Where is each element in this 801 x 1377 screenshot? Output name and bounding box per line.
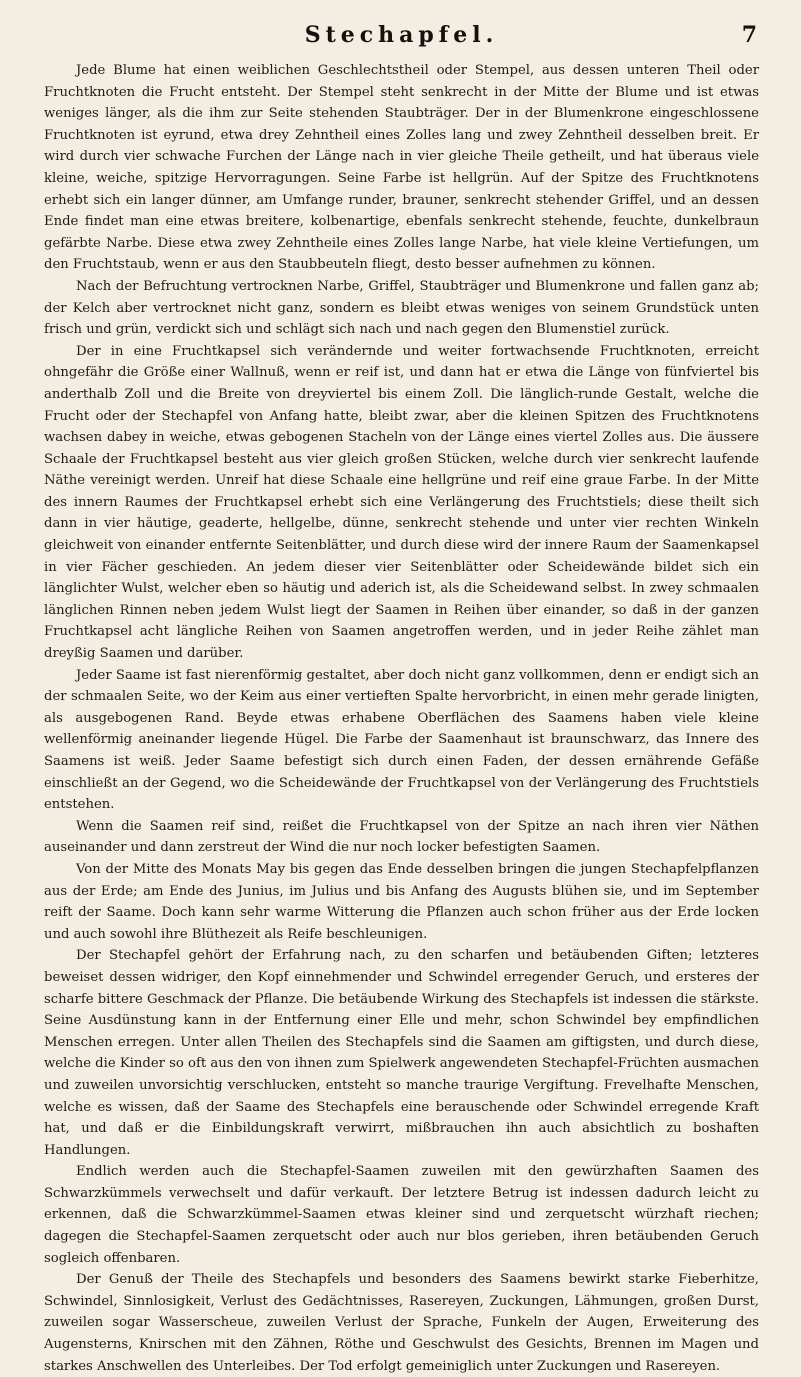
paragraph-symptoms: Der Genuß der Theile des Stechapfels und besonders des Saamens bewirkt starke Fieberhitze, Schwindel, Sinnlosigkeit, Verlust des Gedächtnisses, Rasereyen, Zuckungen, Lähmungen, großen Durst, zuweilen sogar Wasserscheue, zuweilen Verlust der Sprache, Funkeln der Augen, Erweiterung des Augensterns, Knirschen mit den Zähnen, Röthe und Geschwulst des Gesichts, Brennen im Magen und starkes Anschwellen des Unterleibes. Der Tod erfolgt gemeiniglich unter Zuckungen und Rasereyen. (44, 1272, 759, 1374)
paragraph-fruit-capsule: Der in eine Fruchtkapsel sich verändernde und weiter fortwachsende Fruchtknoten, erreicht ohngefähr die Größe einer Wallnuß, wenn er reif ist, und dann hat er etwa die Länge von fünfviertel bis anderthalb Zoll und die Breite von dreyviertel bis einem Zoll. Die länglich-runde Gestalt, welche die Frucht oder der Stechapfel von Anfang hatte, bleibt zwar, aber die kleinen Spitzen des Fruchtknotens wachsen dabey in weiche, etwas gebogenen Stacheln von der Länge eines viertel Zolles aus. Die äussere Schaale der Fruchtkapsel besteht aus vier gleich großen Stücken, welche durch vier senkrecht laufende Näthe vereinigt werden. Unreif hat diese Schaale eine hellgrüne und reif eine graue Farbe. In der Mitte des innern Raumes der Fruchtkapsel erhebt sich eine Verlängerung des Fruchtstiels; diese theilt sich dann in vier häutige, geaderte, hellgelbe, dünne, senkrecht stehende und unter vier rechten Winkeln gleichweit von einander entfernte Seitenblätter, und durch diese wird der innere Raum der Saamenkapsel in vier Fächer geschieden. An jedem dieser vier Seitenblätter oder Scheidewände bildet sich ein länglichter Wulst, welcher eben so häutig und aderich ist, als die Scheidewand selbst. In zwey schmaalen länglichen Rinnen neben jedem Wulst liegt der Saamen in Reihen über einander, so daß in der ganzen Fruchtkapsel acht längliche Reihen von Saamen angetroffen werden, und in jeder Reihe zählet man dreyßig Saamen und darüber. (44, 343, 759, 662)
page-number: 7 (741, 22, 757, 48)
running-header (44, 18, 759, 60)
paragraph-seed: Jeder Saame ist fast nierenförmig gestaltet, aber doch nicht ganz vollkommen, denn er endigt sich an der schmaalen Seite, wo der Keim aus einer vertieften Spalte hervorbricht, in einen mehr gerade linigten, als ausgebogenen Rand. Beyde etwas erhabene Oberflächen des Saamens haben viele kleine wellenförmig aneinander liegende Hügel. Die Farbe der Saamenhaut ist braunschwarz, das Innere des Saamens ist weiß. Jeder Saame befestigt sich durch einen Faden, der dessen ernährende Gefäße einschließt an der Gegend, wo die Scheidewände der Fruchtkapsel von der Verlängerung des Fruchtstiels entstehen. (44, 667, 759, 813)
running-title: Stechapfel. (304, 22, 499, 48)
paragraph-growth-season: Von der Mitte des Monats May bis gegen das Ende desselben bringen die jungen Stechapfelpflanzen aus der Erde; am Ende des Junius, im Julius und bis Anfang des Augusts blühen sie, und im September reift der Saame. Doch kann sehr warme Witterung die Pflanzen auch schon früher aus der Erde locken und auch sowohl ihre Blüthezeit als Reife beschleunigen. (44, 861, 759, 942)
paragraph-ripening: Wenn die Saamen reif sind, reißet die Fruchtkapsel von der Spitze an nach ihren vier Näthen auseinander und dann zerstreut der Wind die nur noch locker befestigten Saamen. (44, 818, 759, 856)
paragraph-poison: Der Stechapfel gehört der Erfahrung nach, zu den scharfen und betäubenden Giften; letzteres beweiset dessen widriger, den Kopf einnehmender und Schwindel erregender Geruch, und ersteres der scharfe bittere Geschmack der Pflanze. Die betäubende Wirkung des Stechapfels ist indessen die stärkste. Seine Ausdünstung kann in der Entfernung einer Elle und mehr, schon Schwindel bey empfindlichen Menschen erregen. Unter allen Theilen des Stechapfels sind die Saamen am giftigsten, und durch diese, welche die Kinder so oft aus den von ihnen zum Spielwerk angewendeten Stechapfel-Früchten ausmachen und zuweilen unvorsichtig verschlucken, entsteht so manche traurige Vergiftung. Frevelhafte Menschen, welche es wissen, daß der Saame des Stechapfels eine berauschende oder Schwindel erregende Kraft hat, und daß er die Einbildungskraft verwirrt, mißbrauchen ihn auch absichtlich zu boshaften Handlungen. (44, 948, 759, 1158)
paragraph-pistil: Jede Blume hat einen weiblichen Geschlechtstheil oder Stempel, aus dessen unteren Theil oder Fruchtknoten die Frucht entsteht. Der Stempel steht senkrecht in der Mitte der Blume und ist etwas weniges länger, als die ihm zur Seite stehenden Staubträger. Der in der Blumenkrone eingeschlossene Fruchtknoten ist eyrund, etwa drey Zehntheil eines Zolles lang und zwey Zehntheil desselben breit. Er wird durch vier schwache Furchen der Länge nach in vier gleiche Theile getheilt, und hat überaus viele kleine, weiche, spitzige Hervorragungen. Seine Farbe ist hellgrün. Auf der Spitze des Fruchtknotens erhebt sich ein langer dünner, am Umfange runder, brauner, senkrecht stehender Griffel, und an dessen Ende findet man eine etwas breitere, kolbenartige, ebenfals senkrecht stehende, feuchte, dunkelbraun gefärbte Narbe. Diese etwa zwey Zehntheile eines Zolles lange Narbe, hat viele kleine Vertiefungen, um den Fruchtstaub, wenn er aus den Staubbeuteln fliegt, desto besser aufnehmen zu können. (44, 63, 759, 273)
paragraph-fertilization: Nach der Befruchtung vertrocknen Narbe, Griffel, Staubträger und Blumenkrone und fallen ganz ab; der Kelch aber vertrocknet nicht ganz, sondern es bleibt etwas weniges von seinem Grundstück unten frisch und grün, verdickt sich und schlägt sich nach und nach gegen den Blumenstiel zurück. (44, 278, 759, 338)
body-text (44, 60, 759, 1377)
paragraph-confusion: Endlich werden auch die Stechapfel-Saamen zuweilen mit den gewürzhaften Saamen des Schwarzkümmels verwechselt und dafür verkauft. Der letztere Betrug ist indessen dadurch leicht zu erkennen, daß die Schwarzkümmel-Saamen etwas kleiner sind und zerquetscht würzhaft riechen; dagegen die Stechapfel-Saamen zerquetscht oder auch nur blos gerieben, ihren betäubenden Geruch sogleich offenbaren. (44, 1164, 759, 1266)
